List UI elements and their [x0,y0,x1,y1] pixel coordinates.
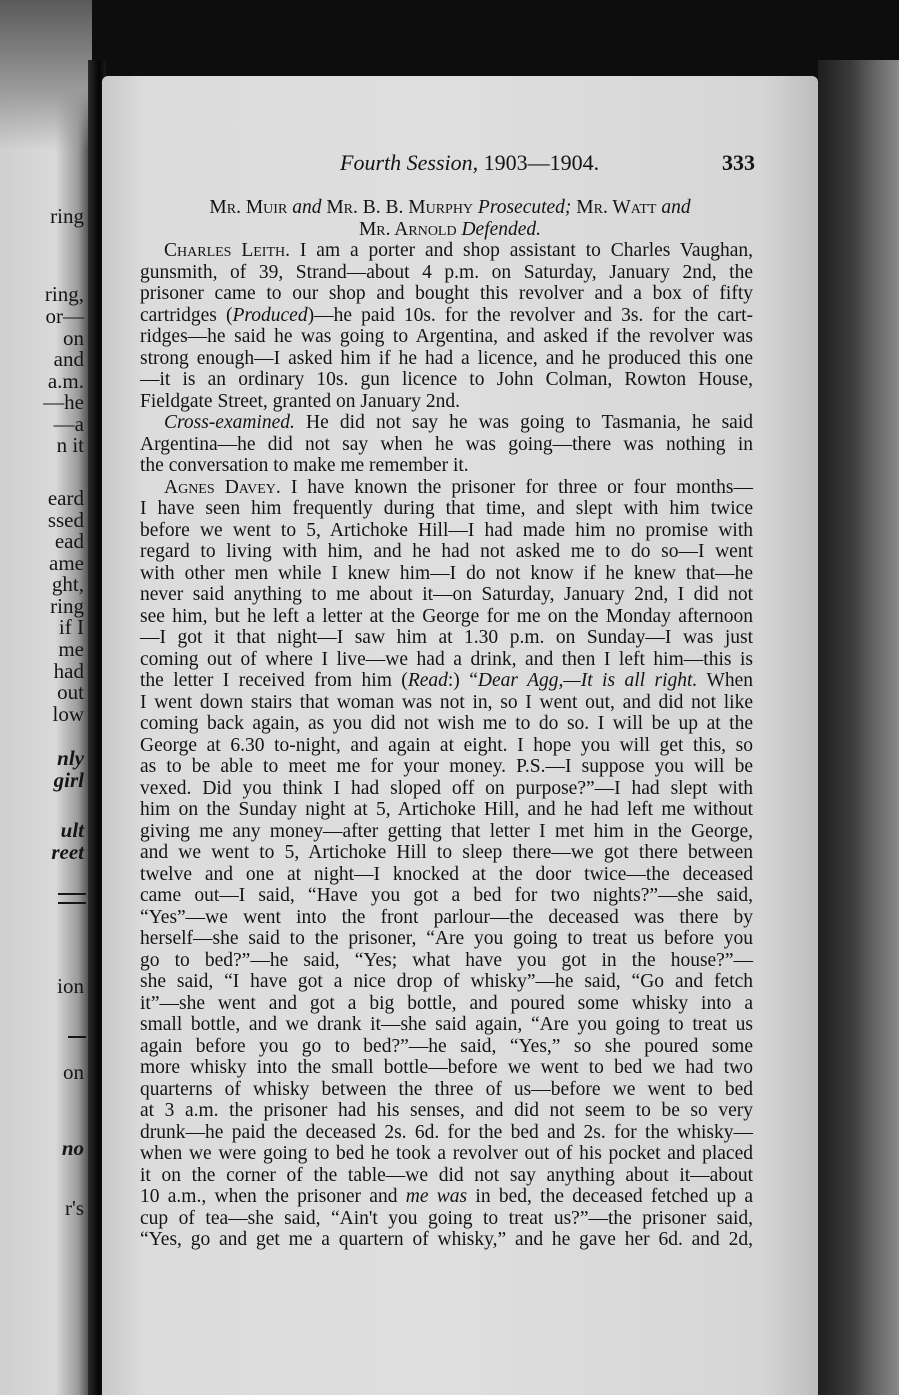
text-line: prisoner came to our shop and bought this revolver and a box of fifty [140,283,753,304]
page-edge-shadow [818,60,899,1395]
left-fragment-italic: ult [60,818,84,842]
counsel-role: Prosecuted; [477,197,572,218]
text-line: —it is an ordinary 10s. gun licence to John Colman, Rowton House, [140,369,753,390]
text-line: as to be able to meet me for your money. P.S.—I suppose you will be [140,756,753,777]
text-line: never said anything to me about it—on Saturday, January 2nd, I did not [140,584,753,605]
left-rule [68,1036,86,1038]
left-fragment: —a [53,412,84,436]
text-line: him on the Sunday night at 5, Artichoke Hill, and he had left me without [140,799,753,820]
text-line: she said, “I have got a nice drop of whisky”—he said, “Go and fetch [140,971,753,992]
text-line: George at 6.30 to-night, and again at eight. I hope you will get this, so [140,734,753,756]
text-line: regard to living with him, and he had not asked me to do so—I went [140,541,753,562]
text-line: go to bed?”—he said, “Yes; what have you got in the house?”— [140,949,753,971]
text-line: twelve and one at night—I knocked at the door twice—the deceased [140,863,753,885]
counsel-name: Mr. Watt [576,197,657,218]
text-line: before we went to 5, Artichoke Hill—I had made him no promise with [140,519,753,541]
left-fragment: ssed [47,508,84,532]
text-line: coming out of where I live—we had a drink, and then I left him—this is [140,648,753,670]
left-fragment-italic: reet [51,840,84,864]
text-line: Agnes Davey. I have known the prisoner for three or four months— [164,476,753,498]
text-line: it on the corner of the table—we did not say anything about it—about [140,1164,753,1186]
left-fragment: ring, [44,282,84,306]
text-line: with other men while I knew him—I do not know if he knew that—he [140,562,753,584]
counsel-line [140,197,760,240]
left-rule [58,893,86,895]
text-line: it”—she went and got a big bottle, and poured some whisky into a [140,992,753,1014]
session-years: 1903—1904. [483,150,600,175]
text-line: Fieldgate Street, granted on January 2nd. [140,390,461,412]
text-line: strong enough—I asked him if he had a licence, and he produced this one [140,347,753,369]
text-line: gunsmith, of 39, Strand—about 4 p.m. on Saturday, January 2nd, the [140,261,753,283]
left-fragment: n it [56,433,84,457]
text-line: cup of tea—she said, “Ain't you going to treat us?”—the prisoner said, [140,1207,753,1229]
left-fragment: —he [43,390,84,414]
running-head [140,150,755,178]
left-fragment: if I [58,615,84,639]
text-line: coming back again, as you did not wish me to do so. I will be up at the [140,713,753,734]
left-fragment: on [63,326,84,350]
counsel-name: Mr. Arnold [358,218,457,240]
session-title: Fourth Session, 1903—1904. [340,150,600,175]
left-fragment: ring [50,594,84,618]
counsel-role: Defended. [461,218,542,240]
left-fragment: ring [50,204,84,228]
text-line: and we went to 5, Artichoke Hill to sleep there—we got there between [140,842,753,863]
text-line: at 3 a.m. the prisoner had his senses, and did not seem to be so very [140,1100,753,1121]
text-line: I went down stairs that woman was not in, so I went out, and did not like [140,691,753,713]
left-fragment: eard [47,486,84,510]
text-line: when we were going to bed he took a revolver out of his pocket and placed [140,1143,753,1164]
witness-name: Charles Leith. [164,240,291,261]
text-line: Argentina—he did not say when he was going—there was nothing in [140,433,753,455]
text-line: 10 a.m., when the prisoner and me was in bed, the deceased fetched up a [140,1186,754,1207]
text-line: drunk—he paid the deceased 2s. 6d. for the bed and 2s. for the whisky— [140,1121,753,1143]
text-line: herself—she said to the prisoner, “Are you going to treat us before you [140,928,753,949]
text-line: came out—I said, “Have you got a bed for two nights?”—she said, [140,885,753,906]
text-line: quarterns of whisky between the three of us—before we went to bed [140,1078,753,1100]
text-line: see him, but he left a letter at the George for me on the Monday afternoon [140,605,753,627]
text-line: —I got it that night—I saw him at 1.30 p.m. on Sunday—I was just [140,627,753,648]
left-fragment: a.m. [47,369,84,393]
left-fragment-italic: girl [53,768,84,792]
left-fragment: me [58,637,84,661]
text-line: Cross-examined. He did not say he was going to Tasmania, he said [164,412,753,433]
left-fragment: or— [45,304,84,328]
left-fragment-italic: nly [57,746,84,770]
text-line: vexed. Did you think I had sloped off on purpose?”—I had slept with [140,777,753,799]
counsel-and: and [661,197,691,218]
text-line: “Yes”—we went into the front parlour—the deceased was there by [140,906,753,928]
text-line: “Yes, go and get me a quartern of whisky,” and he gave her 6d. and 2d, [140,1229,753,1250]
text-line: again before you go to bed?”—he said, “Yes,” so she poured some [140,1035,753,1057]
left-fragment: ght, [51,572,84,596]
text-line: I have seen him frequently during that time, and slept with him twice [140,498,753,519]
counsel-and: and [292,197,322,218]
text-line: the conversation to make me remember it. [140,455,469,476]
text-line: small bottle, and we drank it—she said again, “Are you going to treat us [140,1014,753,1035]
left-fragment: r's [65,1196,84,1220]
left-fragment: low [52,702,84,726]
text-line: the letter I received from him (Read:) “Dear Agg,—It is all right. When [140,670,753,691]
text-line: giving me any money—after getting that letter I met him in the George, [140,820,753,842]
left-fragment: and [53,347,84,371]
left-fragment-italic: no [61,1136,84,1160]
left-fragment: out [57,680,84,704]
left-fragment: had [53,659,84,683]
left-rule [58,902,86,904]
cross-examined-label: Cross-examined. [164,412,295,433]
left-facing-page [0,0,92,1395]
left-fragment: ion [57,974,84,998]
witness-name: Agnes Davey. [164,476,281,498]
left-fragment: on [63,1060,84,1084]
left-fragment: ead [54,529,84,553]
text-line: ridges—he said he was going to Argentina, and asked if the revolver was [140,326,753,347]
left-fragment: ame [49,551,84,575]
page-number: 333 [722,150,755,175]
left-page-shadow [0,0,92,150]
text-line: more whisky into the small bottle—before we went to bed we had two [140,1057,753,1078]
text-line: Charles Leith. I am a porter and shop assistant to Charles Vaughan, [164,240,754,261]
testimony-text [140,240,753,1251]
counsel-name: Mr. Muir [209,197,288,218]
counsel-name: Mr. B. B. Murphy [326,197,474,218]
text-line: cartridges (Produced)—he paid 10s. for the revolver and 3s. for the cart- [140,304,753,326]
